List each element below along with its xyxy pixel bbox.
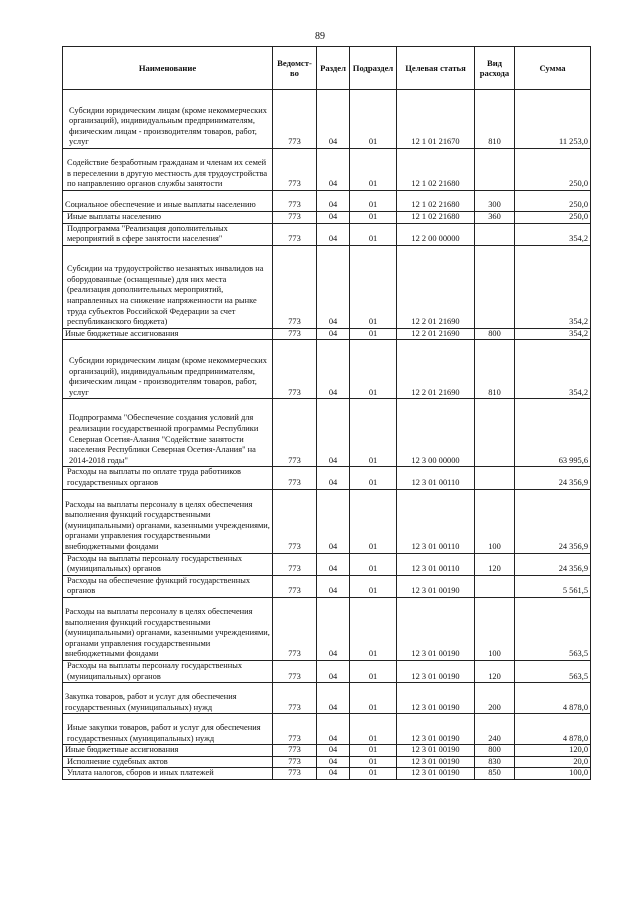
table-row <box>63 575 591 597</box>
row-sum: 250,0 <box>515 149 591 191</box>
row-name: Субсидии юридическим лицам (кроме некоммерческих организаций), индивидуальным предпринимателям, физическим лицам - производителям товаров, работ, услуг <box>63 90 273 149</box>
row-subsection: 01 <box>350 328 397 340</box>
row-name: Субсидии на трудоустройство незанятых инвалидов на оборудованные (оснащенные) для них места (реализация дополнительных мероприятий, направленных на снижение напряженности на рынке труда субъектов Российской Федерации за счет республиканского бюджета) <box>63 245 273 328</box>
row-dept: 773 <box>273 149 317 191</box>
row-name: Иные бюджетные ассигнования <box>63 328 273 340</box>
table-row <box>63 489 591 553</box>
row-name: Расходы на выплаты персоналу государственных (муниципальных) органов <box>63 660 273 682</box>
row-target: 12 3 01 00190 <box>397 660 475 682</box>
table-row <box>63 191 591 212</box>
row-exp-type <box>475 245 515 328</box>
row-dept: 773 <box>273 328 317 340</box>
row-exp-type: 200 <box>475 683 515 714</box>
row-exp-type: 850 <box>475 768 515 780</box>
row-subsection: 01 <box>350 467 397 489</box>
row-sum: 354,2 <box>515 340 591 399</box>
row-sum: 4 878,0 <box>515 714 591 745</box>
table-row <box>63 467 591 489</box>
row-name: Расходы на выплаты по оплате труда работников государственных органов <box>63 467 273 489</box>
row-dept: 773 <box>273 714 317 745</box>
row-sum: 63 995,6 <box>515 399 591 467</box>
row-dept: 773 <box>273 745 317 757</box>
row-sum: 354,2 <box>515 223 591 245</box>
row-sum: 100,0 <box>515 768 591 780</box>
table-row <box>63 745 591 757</box>
row-target: 12 3 01 00190 <box>397 756 475 768</box>
table-row <box>63 90 591 149</box>
row-sum: 354,2 <box>515 328 591 340</box>
row-section: 04 <box>317 90 350 149</box>
row-target: 12 2 01 21690 <box>397 340 475 399</box>
row-target: 12 3 01 00190 <box>397 714 475 745</box>
table-row <box>63 245 591 328</box>
row-sum: 250,0 <box>515 191 591 212</box>
table-header-row <box>63 47 591 90</box>
row-target: 12 1 02 21680 <box>397 149 475 191</box>
table-row <box>63 756 591 768</box>
table-row <box>63 597 591 660</box>
row-exp-type: 120 <box>475 660 515 682</box>
row-sum: 11 253,0 <box>515 90 591 149</box>
row-name: Расходы на выплаты персоналу в целях обеспечения выполнения функций государственными (муниципальными) органами, казенными учреждениями, органами управления государственными внебюджетными фондами <box>63 597 273 660</box>
row-section: 04 <box>317 597 350 660</box>
row-target: 12 1 01 21670 <box>397 90 475 149</box>
row-name: Закупка товаров, работ и услуг для обеспечения государственных (муниципальных) нужд <box>63 683 273 714</box>
row-sum: 24 356,9 <box>515 489 591 553</box>
table-row <box>63 683 591 714</box>
header-exp-type: Вид расхода <box>475 47 515 90</box>
row-subsection: 01 <box>350 683 397 714</box>
table-row <box>63 768 591 780</box>
row-dept: 773 <box>273 467 317 489</box>
row-exp-type: 360 <box>475 212 515 224</box>
row-subsection: 01 <box>350 340 397 399</box>
row-exp-type <box>475 467 515 489</box>
row-dept: 773 <box>273 212 317 224</box>
row-subsection: 01 <box>350 553 397 575</box>
row-name: Расходы на выплаты персоналу в целях обеспечения выполнения функций государственными (муниципальными) органами, казенными учреждениями, органами управления государственными внебюджетными фондами <box>63 489 273 553</box>
row-target: 12 3 01 00190 <box>397 683 475 714</box>
row-exp-type <box>475 399 515 467</box>
row-exp-type <box>475 223 515 245</box>
row-section: 04 <box>317 149 350 191</box>
row-subsection: 01 <box>350 660 397 682</box>
row-section: 04 <box>317 328 350 340</box>
row-section: 04 <box>317 553 350 575</box>
row-subsection: 01 <box>350 489 397 553</box>
row-target: 12 2 01 21690 <box>397 245 475 328</box>
row-section: 04 <box>317 340 350 399</box>
table-row <box>63 328 591 340</box>
row-section: 04 <box>317 489 350 553</box>
row-name: Расходы на выплаты персоналу государственных (муниципальных) органов <box>63 553 273 575</box>
row-target: 12 3 01 00190 <box>397 768 475 780</box>
row-dept: 773 <box>273 399 317 467</box>
row-section: 04 <box>317 683 350 714</box>
row-sum: 5 561,5 <box>515 575 591 597</box>
row-section: 04 <box>317 467 350 489</box>
row-dept: 773 <box>273 90 317 149</box>
row-dept: 773 <box>273 489 317 553</box>
row-dept: 773 <box>273 245 317 328</box>
row-section: 04 <box>317 768 350 780</box>
row-sum: 24 356,9 <box>515 553 591 575</box>
row-exp-type <box>475 149 515 191</box>
row-dept: 773 <box>273 756 317 768</box>
row-name: Иные бюджетные ассигнования <box>63 745 273 757</box>
row-dept: 773 <box>273 683 317 714</box>
row-subsection: 01 <box>350 575 397 597</box>
row-name: Субсидии юридическим лицам (кроме некоммерческих организаций), индивидуальным предпринимателям, физическим лицам - производителям товаров, работ, услуг <box>63 340 273 399</box>
row-name: Исполнение судебных актов <box>63 756 273 768</box>
page-number: 89 <box>315 31 325 42</box>
row-subsection: 01 <box>350 191 397 212</box>
header-subsection: Подраздел <box>350 47 397 90</box>
row-sum: 354,2 <box>515 245 591 328</box>
row-subsection: 01 <box>350 399 397 467</box>
row-exp-type: 800 <box>475 328 515 340</box>
header-dept: Ведомст-во <box>273 47 317 90</box>
row-exp-type: 810 <box>475 340 515 399</box>
row-section: 04 <box>317 399 350 467</box>
row-subsection: 01 <box>350 212 397 224</box>
row-exp-type: 100 <box>475 489 515 553</box>
row-exp-type: 810 <box>475 90 515 149</box>
row-target: 12 1 02 21680 <box>397 191 475 212</box>
table-row <box>63 149 591 191</box>
row-dept: 773 <box>273 191 317 212</box>
row-section: 04 <box>317 745 350 757</box>
row-target: 12 3 01 00110 <box>397 489 475 553</box>
row-name: Уплата налогов, сборов и иных платежей <box>63 768 273 780</box>
row-section: 04 <box>317 714 350 745</box>
header-sum: Сумма <box>515 47 591 90</box>
row-name: Содействие безработным гражданам и членам их семей в переселении в другую местность для трудоустройства по направлению органов службы занятости <box>63 149 273 191</box>
row-subsection: 01 <box>350 597 397 660</box>
row-dept: 773 <box>273 575 317 597</box>
row-target: 12 3 01 00190 <box>397 575 475 597</box>
row-exp-type: 830 <box>475 756 515 768</box>
row-dept: 773 <box>273 597 317 660</box>
row-section: 04 <box>317 223 350 245</box>
table-row <box>63 714 591 745</box>
table-row <box>63 660 591 682</box>
row-target: 12 2 01 21690 <box>397 328 475 340</box>
row-name: Иные выплаты населению <box>63 212 273 224</box>
row-sum: 563,5 <box>515 597 591 660</box>
row-name: Подпрограмма "Обеспечение создания условий для реализации государственной программы Республики Северная Осетия-Алания "Содействие занятости населения Республики Северная Осетия-Алания" на 2014-2018 годы" <box>63 399 273 467</box>
row-sum: 24 356,9 <box>515 467 591 489</box>
row-target: 12 3 01 00190 <box>397 597 475 660</box>
row-sum: 120,0 <box>515 745 591 757</box>
table-row <box>63 223 591 245</box>
row-exp-type: 800 <box>475 745 515 757</box>
row-target: 12 1 02 21680 <box>397 212 475 224</box>
row-exp-type: 300 <box>475 191 515 212</box>
row-exp-type: 120 <box>475 553 515 575</box>
row-name: Иные закупки товаров, работ и услуг для обеспечения государственных (муниципальных) нужд <box>63 714 273 745</box>
row-subsection: 01 <box>350 90 397 149</box>
row-subsection: 01 <box>350 756 397 768</box>
row-section: 04 <box>317 212 350 224</box>
row-target: 12 3 01 00190 <box>397 745 475 757</box>
table-row <box>63 212 591 224</box>
row-section: 04 <box>317 575 350 597</box>
header-target: Целевая статья <box>397 47 475 90</box>
row-dept: 773 <box>273 660 317 682</box>
row-sum: 20,0 <box>515 756 591 768</box>
row-subsection: 01 <box>350 768 397 780</box>
table-row <box>63 340 591 399</box>
row-section: 04 <box>317 756 350 768</box>
header-name: Наименование <box>63 47 273 90</box>
row-exp-type: 240 <box>475 714 515 745</box>
row-name: Расходы на обеспечение функций государственных органов <box>63 575 273 597</box>
row-dept: 773 <box>273 223 317 245</box>
row-sum: 563,5 <box>515 660 591 682</box>
row-subsection: 01 <box>350 223 397 245</box>
row-name: Социальное обеспечение и иные выплаты населению <box>63 191 273 212</box>
row-target: 12 3 01 00110 <box>397 467 475 489</box>
row-dept: 773 <box>273 553 317 575</box>
row-exp-type <box>475 575 515 597</box>
row-subsection: 01 <box>350 745 397 757</box>
budget-table <box>62 46 591 780</box>
table-row <box>63 553 591 575</box>
table-row <box>63 399 591 467</box>
row-exp-type: 100 <box>475 597 515 660</box>
header-section: Раздел <box>317 47 350 90</box>
row-sum: 250,0 <box>515 212 591 224</box>
row-section: 04 <box>317 245 350 328</box>
row-dept: 773 <box>273 768 317 780</box>
row-sum: 4 878,0 <box>515 683 591 714</box>
row-subsection: 01 <box>350 245 397 328</box>
row-target: 12 2 00 00000 <box>397 223 475 245</box>
row-section: 04 <box>317 191 350 212</box>
row-name: Подпрограмма "Реализация дополнительных мероприятий в сфере занятости населения" <box>63 223 273 245</box>
row-subsection: 01 <box>350 714 397 745</box>
row-target: 12 3 00 00000 <box>397 399 475 467</box>
row-dept: 773 <box>273 340 317 399</box>
row-subsection: 01 <box>350 149 397 191</box>
row-target: 12 3 01 00110 <box>397 553 475 575</box>
row-section: 04 <box>317 660 350 682</box>
